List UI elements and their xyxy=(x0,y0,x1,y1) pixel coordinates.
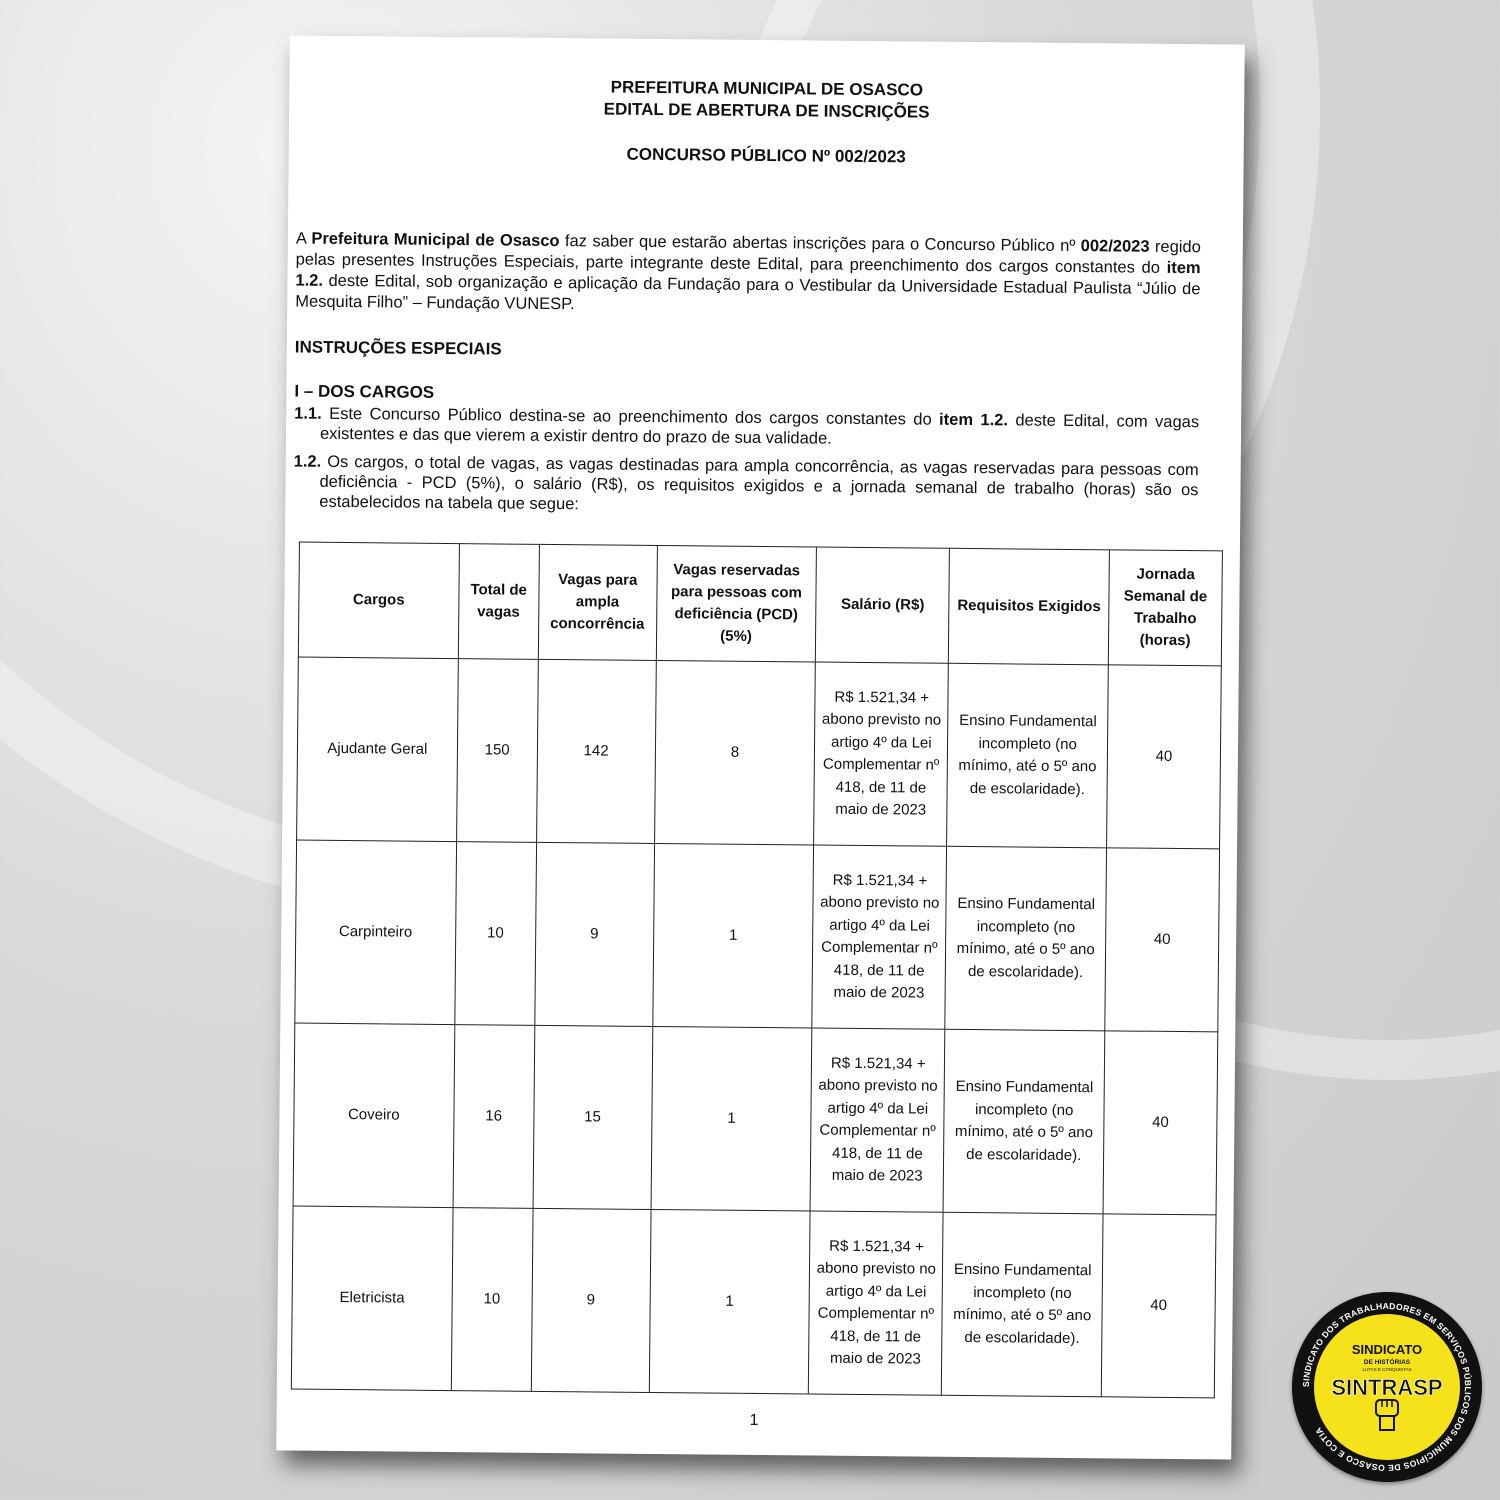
seal-ring-text: SINDICATO DOS TRABALHADORES EM SERVIÇOS PÚBLICOS DOS MUNICÍPIOS DE OSASCO E COTIA xyxy=(1300,1300,1474,1474)
cell-pcd: 1 xyxy=(649,1209,810,1394)
header-total-vagas: Total de vagas xyxy=(458,544,539,660)
seal-name: SINTRASP xyxy=(1331,1375,1443,1400)
header-pcd: Vagas reservadas para pessoas com deficiência (PCD) (5%) xyxy=(656,545,817,662)
header-salario: Salário (R$) xyxy=(816,547,950,663)
clause-bold: item 1.2. xyxy=(939,410,1009,430)
header-line-2: EDITAL DE ABERTURA DE INSCRIÇÕES xyxy=(603,99,930,122)
cell-jornada: 40 xyxy=(1103,1031,1218,1215)
intro-paragraph xyxy=(295,229,1201,322)
seal-graphics xyxy=(1292,1292,1482,1482)
cell-total: 10 xyxy=(455,842,537,1026)
cell-jornada: 40 xyxy=(1105,848,1220,1032)
cell-requisitos: Ensino Fundamental incompleto (no mínimo, até o 5º ano de escolaridade). xyxy=(947,663,1109,848)
document-page xyxy=(276,35,1245,1459)
header-ampla-concorrencia: Vagas para ampla concorrência xyxy=(538,544,657,660)
intro-bold: item 1.2. xyxy=(295,258,1201,290)
cell-ampla: 9 xyxy=(534,842,654,1026)
cell-pcd: 1 xyxy=(652,843,813,1028)
cell-salario: R$ 1.521,34 + abono previsto no artigo 4º da Lei Complementar nº 418, de 11 de maio de 2023 xyxy=(810,1028,945,1212)
table-row xyxy=(297,657,1222,849)
table-row xyxy=(293,1023,1218,1215)
concurso-title: CONCURSO PÚBLICO Nº 002/2023 xyxy=(626,144,906,167)
cell-total: 10 xyxy=(451,1208,533,1392)
intro-text: regido pelas presentes Instruções Especiais, parte integrante deste Edital, para preenchimento dos cargos constantes do xyxy=(295,237,1201,277)
section-dos-cargos: I – DOS CARGOS xyxy=(294,381,435,402)
cell-salario: R$ 1.521,34 + abono previsto no artigo 4º da Lei Complementar nº 418, de 11 de maio de 2023 xyxy=(814,662,949,846)
header-requisitos: Requisitos Exigidos xyxy=(949,548,1110,665)
cell-requisitos: Ensino Fundamental incompleto (no mínimo, até o 5º ano de escolaridade). xyxy=(945,846,1107,1031)
table-header-row xyxy=(298,542,1222,666)
clause-number: 1.1. xyxy=(294,404,322,423)
cell-total: 16 xyxy=(453,1025,535,1209)
section-instrucoes-especiais: INSTRUÇÕES ESPECIAIS xyxy=(294,337,502,359)
cell-cargo: Carpinteiro xyxy=(295,840,456,1025)
clause-number: 1.2. xyxy=(293,452,322,471)
raised-fist-icon xyxy=(1376,1400,1398,1430)
cell-pcd: 1 xyxy=(651,1026,812,1211)
cell-salario: R$ 1.521,34 + abono previsto no artigo 4º da Lei Complementar nº 418, de 11 de maio de 2023 xyxy=(809,1211,944,1395)
cell-salario: R$ 1.521,34 + abono previsto no artigo 4º da Lei Complementar nº 418, de 11 de maio de 2023 xyxy=(812,845,947,1029)
cell-requisitos: Ensino Fundamental incompleto (no mínimo, até o 5º ano de escolaridade). xyxy=(943,1029,1105,1214)
cell-total: 150 xyxy=(456,659,538,843)
cargos-table xyxy=(291,542,1223,1399)
header-jornada: Jornada Semanal de Trabalho (horas) xyxy=(1108,550,1222,666)
cell-cargo: Ajudante Geral xyxy=(297,657,458,842)
clause-text: deste Edital, com vagas existentes e das que vierem a existir dentro do prazo de sua validade. xyxy=(319,411,1200,448)
cell-cargo: Coveiro xyxy=(293,1023,454,1208)
header-line-1: PREFEITURA MUNICIPAL DE OSASCO xyxy=(610,77,924,100)
cell-ampla: 142 xyxy=(536,659,656,843)
cell-requisitos: Ensino Fundamental incompleto (no mínimo, até o 5º ano de escolaridade). xyxy=(942,1212,1104,1397)
seal-sub-text-2: LUTAS E CONQUISTAS xyxy=(1362,1367,1412,1372)
cell-jornada: 40 xyxy=(1101,1214,1216,1398)
header-cargos: Cargos xyxy=(298,542,459,659)
intro-bold: 002/2023 xyxy=(1080,237,1150,256)
cell-pcd: 8 xyxy=(654,660,815,845)
clause-text: Os cargos, o total de vagas, as vagas destinadas para ampla concorrência, as vagas reservadas para pessoas com deficiência - PCD (5%), o salário (R$), os requisitos exigidos e a jornada semanal de trabalho (horas) são os estabelecidos na tabela que segue: xyxy=(319,452,1199,514)
table-row xyxy=(295,840,1220,1032)
cell-cargo: Eletricista xyxy=(291,1206,452,1391)
seal-sub-text: DE HISTÓRIAS xyxy=(1363,1359,1411,1366)
clause-1-1 xyxy=(294,404,1199,453)
cell-jornada: 40 xyxy=(1107,665,1222,849)
seal-top-text: SINDICATO xyxy=(1351,1342,1423,1357)
sintrasp-seal-logo xyxy=(1292,1292,1482,1482)
intro-text: deste Edital, sob organização e aplicação da Fundação para o Vestibular da Universidade Estadual Paulista “Júlio de Mesquita Filho” – Fundação VUNESP. xyxy=(295,271,1201,314)
cell-ampla: 15 xyxy=(533,1025,653,1209)
clause-text: Este Concurso Público destina-se ao preenchimento dos cargos constantes do xyxy=(321,404,940,429)
intro-bold: Prefeitura Municipal de Osasco xyxy=(311,229,560,251)
clause-1-2 xyxy=(293,452,1199,521)
document-header xyxy=(289,73,1244,126)
cell-ampla: 9 xyxy=(531,1208,651,1392)
intro-text: A xyxy=(295,229,312,248)
intro-text: faz saber que estarão abertas inscrições para o Concurso Público nº xyxy=(559,232,1081,256)
page-number: 1 xyxy=(749,1411,759,1430)
table-row xyxy=(291,1206,1216,1398)
